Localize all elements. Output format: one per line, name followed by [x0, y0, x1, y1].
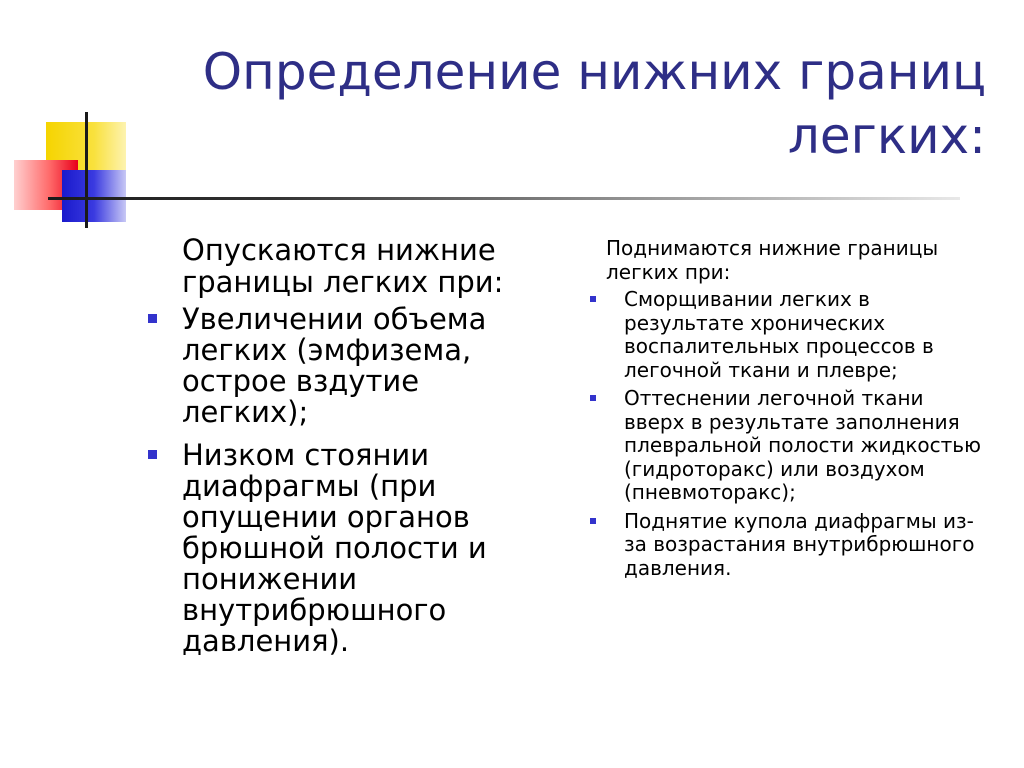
square-bullet-icon: [590, 395, 596, 401]
left-intro-text: Опускаются нижние границы легких при:: [182, 233, 504, 299]
left-list-item: [146, 304, 526, 428]
left-list-item-text: Увеличении объема легких (эмфизема, острое вздутие легких);: [182, 302, 487, 429]
right-list-item-text: Сморщивании легких в результате хронических воспалительных процессов в легочной ткани и плевре;: [624, 287, 934, 382]
square-bullet-icon: [148, 314, 157, 323]
right-list-item: [584, 387, 984, 505]
right-list-item: [584, 288, 984, 382]
right-list-item-text: Поднятие купола диафрагмы из-за возрастания внутрибрюшного давления.: [624, 508, 975, 580]
right-intro-text: Поднимаются нижние границы легких при:: [606, 236, 939, 284]
square-bullet-icon: [590, 296, 596, 302]
square-bullet-icon: [590, 518, 596, 524]
left-bullet-list: [146, 304, 526, 657]
vertical-rule-decoration: [85, 112, 88, 228]
right-column: [584, 236, 984, 585]
right-bullet-list: [584, 288, 984, 580]
square-bullet-icon: [148, 450, 157, 459]
slide-title: Определение нижних границ легких:: [202, 43, 986, 165]
left-column: [146, 234, 526, 669]
left-list-item-text: Низком стоянии диафрагмы (при опущении органов брюшной полости и понижении внутрибрюшного давления).: [182, 438, 487, 658]
left-list-item: [146, 440, 526, 657]
right-list-item: [584, 510, 984, 581]
title-underline-rule: [48, 197, 960, 200]
right-list-item-text: Оттеснении легочной ткани вверх в результате заполнения плевральной полости жидкостью (гидроторакс) или воздухом (пневмоторакс);: [624, 386, 981, 504]
blue-square-decoration: [62, 170, 126, 222]
